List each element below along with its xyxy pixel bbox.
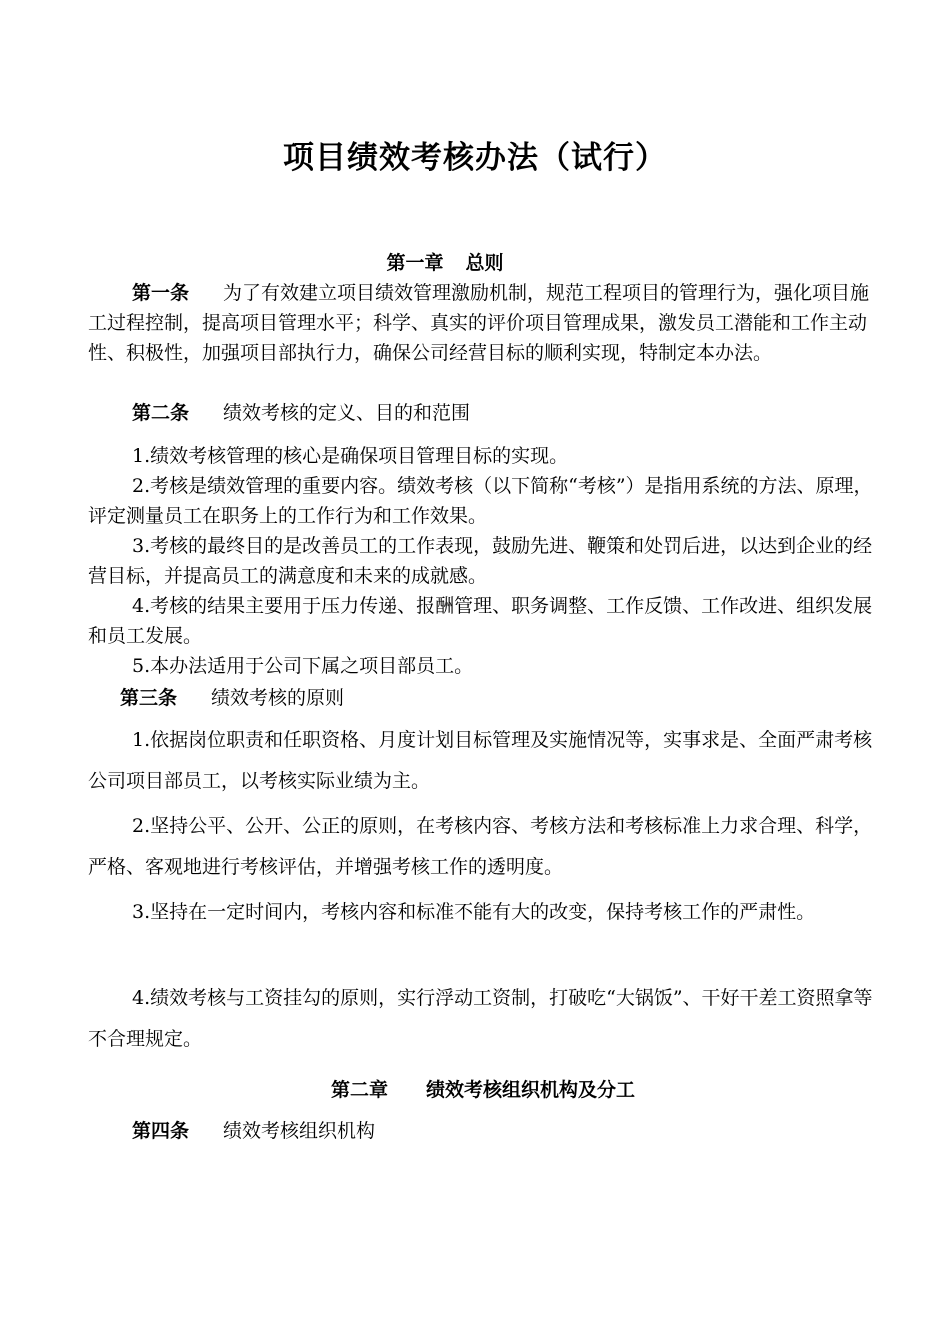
article-4-heading [132, 1116, 375, 1146]
chapter-2-heading [0, 1075, 950, 1102]
chapter-2-name: 绩效考核组织机构及分工 [426, 1079, 636, 1101]
chapter-1-heading [0, 248, 890, 275]
article-3-item-1: 1.依据岗位职责和任职资格、月度计划目标管理及实施情况等，实事求是、全面严肃考核公司项目部员工，以考核实际业绩为主。 [88, 729, 873, 792]
article-1 [88, 278, 876, 368]
article-2-title: 绩效考核的定义、目的和范围 [223, 402, 471, 424]
article-3-item-3: 3.坚持在一定时间内，考核内容和标准不能有大的改变，保持考核工作的严肃性。 [132, 901, 816, 923]
article-2-item-1: 1.绩效考核管理的核心是确保项目管理目标的实现。 [132, 445, 569, 467]
article-2-label: 第二条 [132, 402, 190, 424]
article-1-text: 为了有效建立项目绩效管理激励机制，规范工程项目的管理行为，强化项目施工过程控制，提高项目管理水平；科学、真实的评价项目管理成果，激发员工潜能和工作主动性、积极性，加强项目部执行力，确保公司经营目标的顺利实现，特制定本办法。 [88, 282, 870, 364]
article-3-label: 第三条 [120, 687, 178, 709]
article-3-item-4: 4.绩效考核与工资挂勾的原则，实行浮动工资制，打破吃“大锅饭”、干好干差工资照拿等不合理规定。 [88, 987, 873, 1050]
chapter-1-label: 第一章 [386, 252, 444, 274]
article-2-item-5: 5.本办法适用于公司下属之项目部员工。 [132, 655, 474, 677]
article-3-title: 绩效考核的原则 [211, 687, 345, 709]
article-2-item-3: 3.考核的最终目的是改善员工的工作表现，鼓励先进、鞭策和处罚后进，以达到企业的经营目标，并提高员工的满意度和未来的成就感。 [88, 535, 873, 587]
article-1-label: 第一条 [132, 282, 190, 304]
article-2-item-4: 4.考核的结果主要用于压力传递、报酬管理、职务调整、工作反馈、工作改进、组织发展和员工发展。 [88, 595, 873, 647]
article-4-title: 绩效考核组织机构 [223, 1120, 376, 1142]
document-title: 项目绩效考核办法（试行） [283, 140, 667, 176]
article-3-item-2: 2.坚持公平、公开、公正的原则，在考核内容、考核方法和考核标准上力求合理、科学，严格、客观地进行考核评估，并增强考核工作的透明度。 [88, 815, 873, 878]
article-2-heading [132, 398, 470, 428]
article-2-item-2: 2.考核是绩效管理的重要内容。绩效考核（以下简称“考核”）是指用系统的方法、原理，评定测量员工在职务上的工作行为和工作效果。 [88, 475, 873, 527]
article-4-label: 第四条 [132, 1120, 190, 1142]
chapter-2-label: 第二章 [330, 1079, 388, 1101]
article-3-heading [120, 683, 344, 713]
chapter-1-name: 总则 [465, 252, 504, 274]
